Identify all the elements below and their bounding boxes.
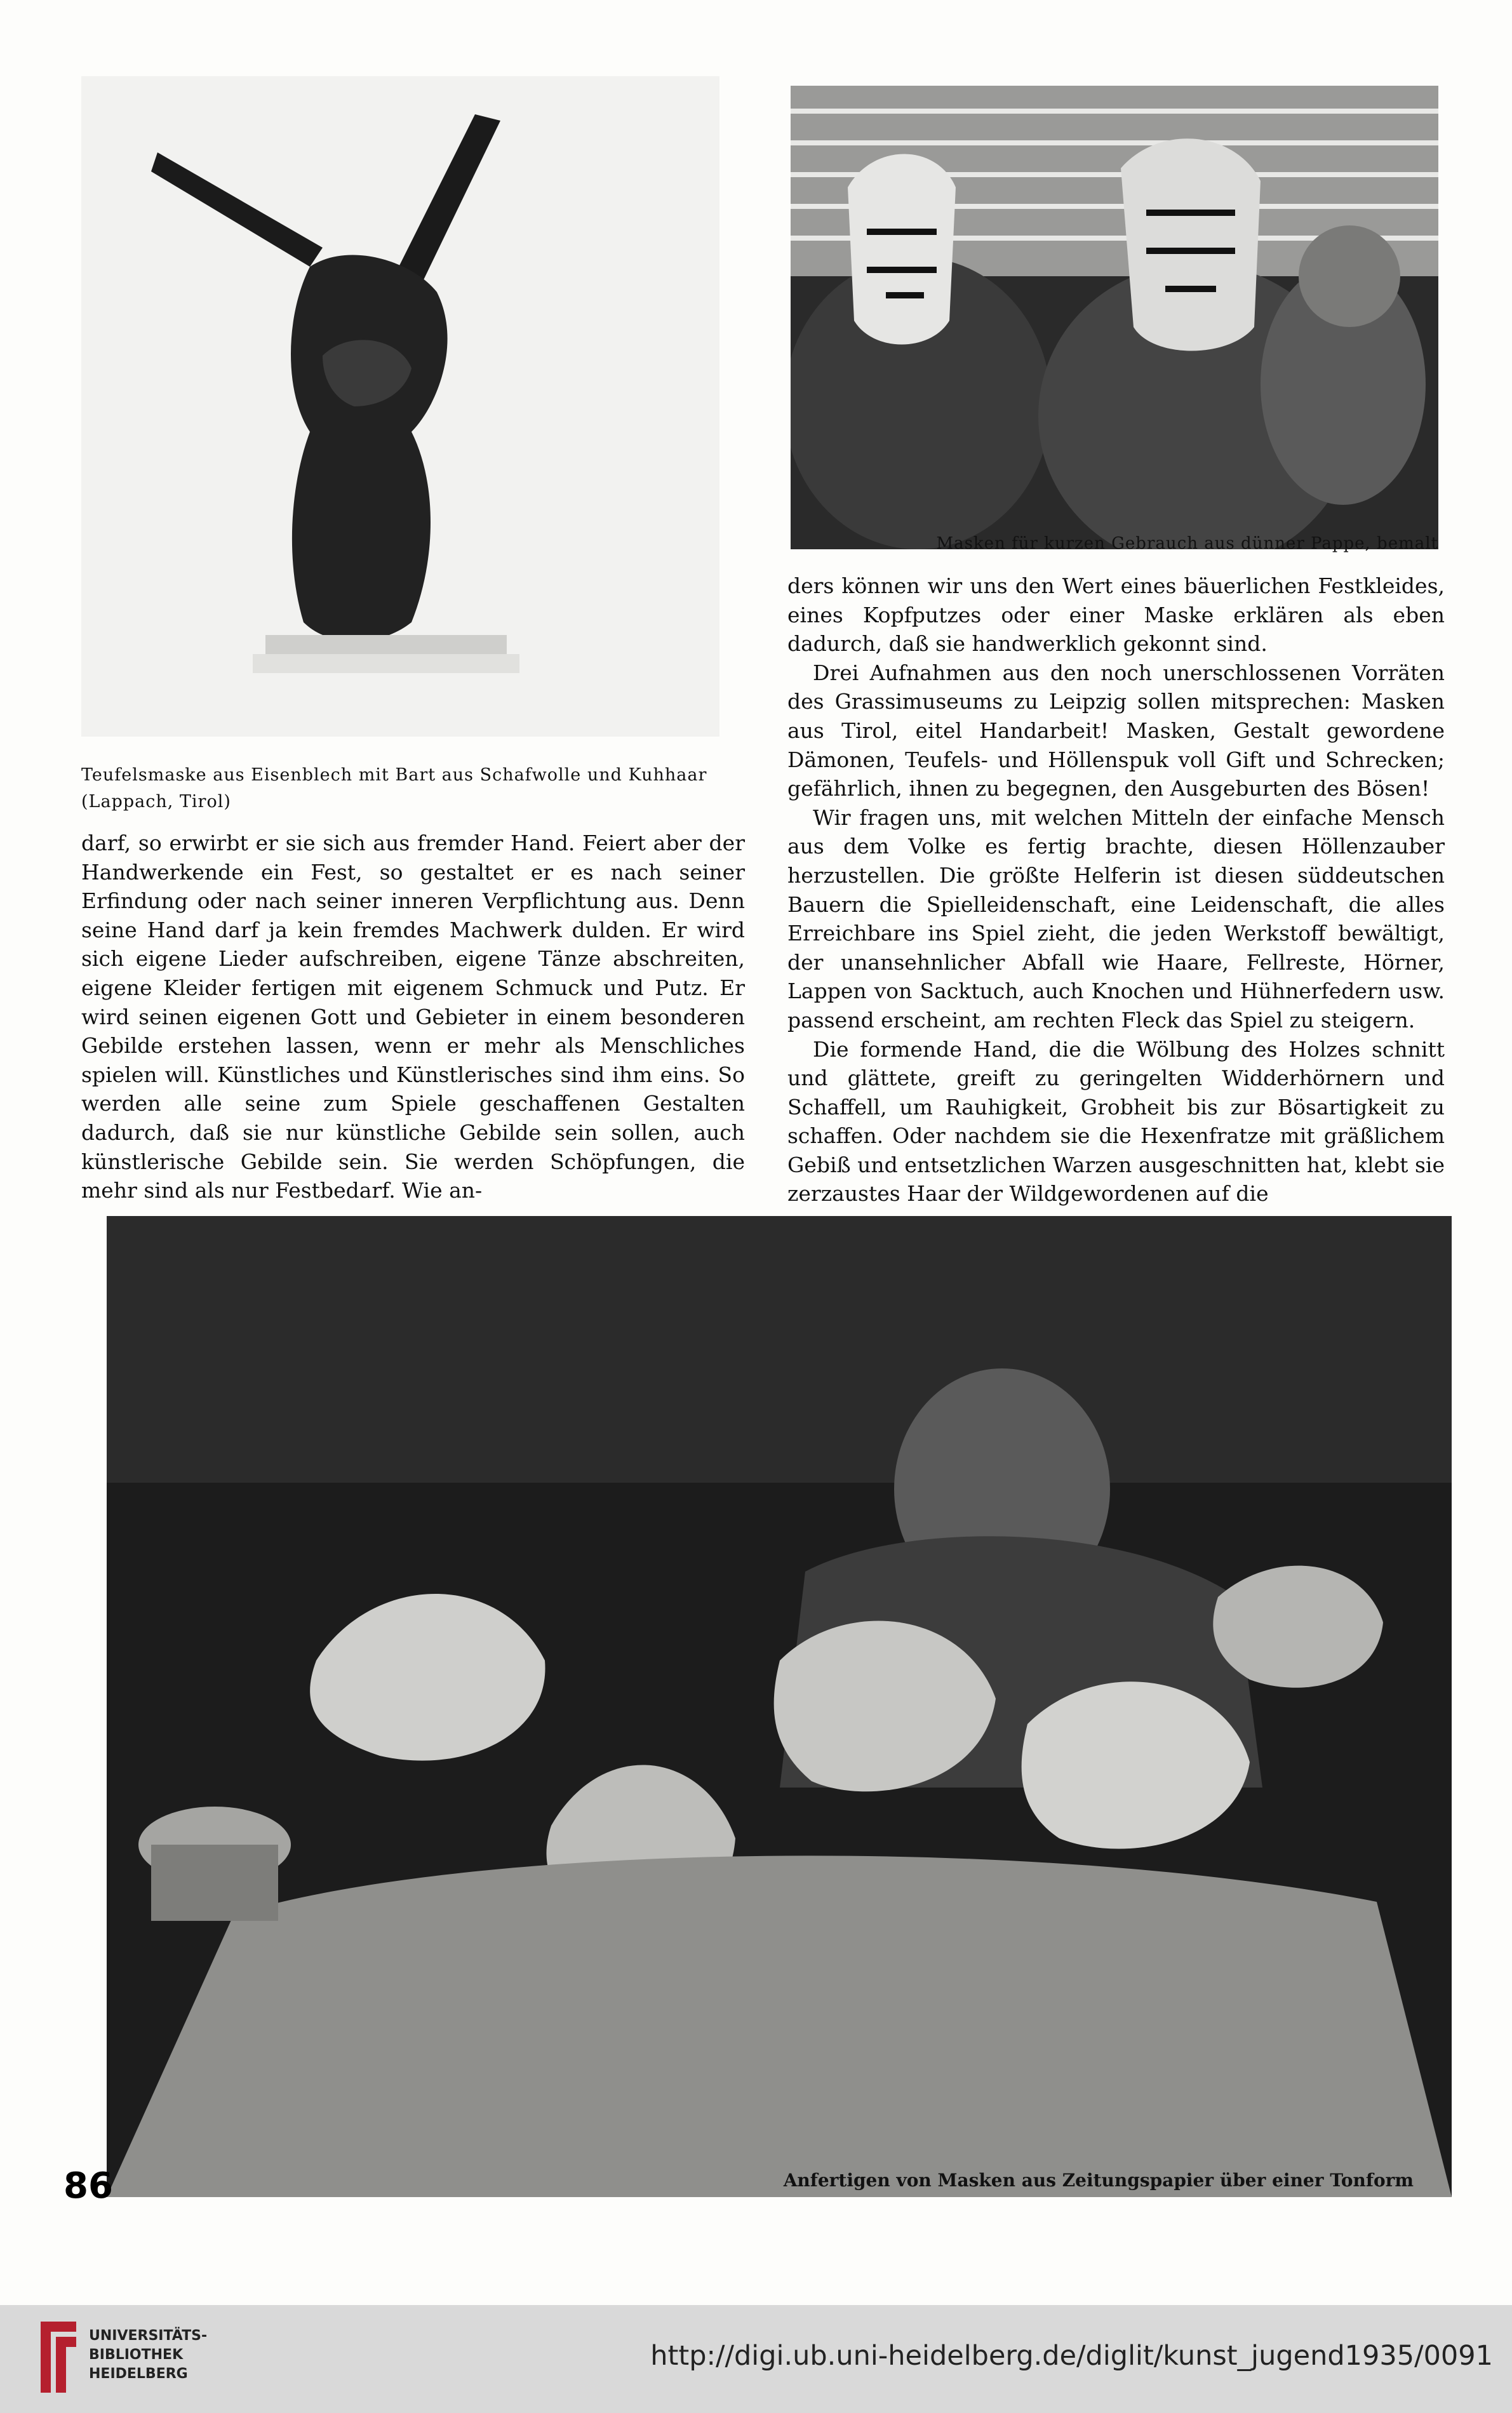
paragraph: Wir fragen uns, mit welchen Mitteln der einfache Mensch aus dem Volke es fertig brachte, diesen Höllenzauber herzustellen. Die größte Helferin ist diesen süddeutschen Bauern die Spielleidenschaft, eine Leidenschaft, die alles Erreichbare ins Spiel zieht, die jeden Werkstoff bewältigt, der unansehnlicher Abfall wie Haare, Fellreste, Hörner, Lappen von Sacktuch, auch Knochen und Hühnerfedern usw. passend erscheint, am rechten Fleck das Spiel zu steigern. [787,805,1445,1033]
paragraph: Drei Aufnahmen aus den noch unerschlossenen Vorräten des Grassimuseums zu Leipzig sollen mitsprechen: Masken aus Tirol, eitel Handarbeit! Masken, Gestalt gewordene Dämonen, Teufels- und Höllenspuk voll Gift und Schrecken; gefährlich, ihnen zu begegnen, den Ausgeburten des Bösen! [787,660,1445,801]
paper-masks-image [791,86,1438,549]
library-logo-text: UNIVERSITÄTS- BIBLIOTHEK HEIDELBERG [89,2328,208,2382]
mask-making-image [107,1216,1452,2197]
text-column-right [787,572,1445,1208]
text-column-left [81,829,745,1205]
library-logo [38,2319,248,2402]
paragraph: Die formende Hand, die die Wölbung des Holzes schnitt und glättete, greift zu geringelten Widderhörnern und Schaffell, um Rauhigkeit, Grobheit bis zur Bösartigkeit zu schaffen. Oder nachdem sie die Hexenfratze mit gräßlichem Gebiß und entsetzlichen Warzen ausgeschnitten hat, klebt sie zerzaustes Haar der Wildgewordenen auf die [787,1036,1445,1206]
library-logo-icon [38,2319,79,2395]
paragraph: darf, so erwirbt er sie sich aus fremder Hand. Feiert aber der Handwerkende ein Fest, so gestaltet er es nach seiner Erfindung oder nach seiner inneren Verpflichtung aus. Denn seine Hand darf ja kein fremdes Machwerk dulden. Er wird sich eigene Lieder aufschreiben, eigene Tänze abschreiten, eigene Kleider fertigen mit eigenem Schmuck und Putz. Er wird seinen eigenen Gott und Gebieter in einem besonderen Gebilde erstehen lassen, wenn er mehr als Menschliches spielen will. Künstliches und Künstlerisches sind ihm eins. So werden alle seine zum Spiele geschaffenen Gestalten dadurch, daß sie nur künstliche Gebilde sein sollen, auch künstlerische Gebilde sein. Sie werden Schöpfungen, die mehr sind als nur Festbedarf. Wie an- [81,831,745,1203]
paper-masks-photo [791,86,1438,549]
caption-mask-making: Anfertigen von Masken aus Zeitungspapier über einer Tonform [783,2170,1414,2191]
paragraph: ders können wir uns den Wert eines bäuerlichen Festkleides, eines Kopfputzes oder einer Maske erklären als eben dadurch, daß sie handwerklich gekonnt sind. [787,573,1445,657]
caption-devil-mask: Teufelsmaske aus Eisenblech mit Bart aus Schafwolle und Kuhhaar (Lappach, Tirol) [81,765,707,812]
library-footer [0,2305,1512,2413]
devil-mask-photo [81,76,719,737]
source-url[interactable]: http://digi.ub.uni-heidelberg.de/diglit/kunst_jugend1935/0091 [650,2340,1493,2372]
caption-paper-masks: Masken für kurzen Gebrauch aus dünner Pappe, bemalt [936,534,1438,553]
page-number: 86 [64,2165,113,2207]
mask-making-photo [107,1216,1452,2197]
devil-mask-image [81,76,719,737]
